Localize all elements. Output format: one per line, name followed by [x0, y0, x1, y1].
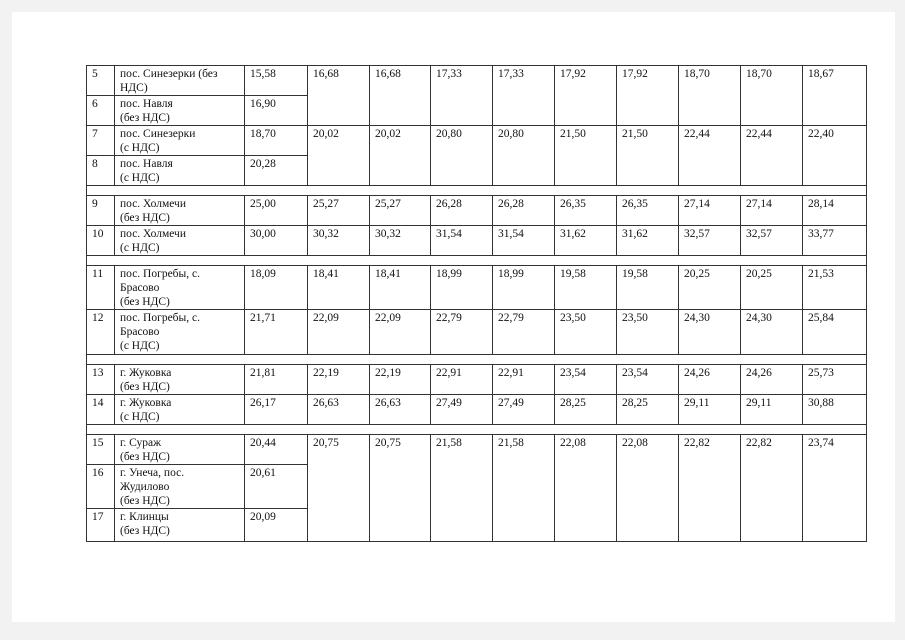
base-tariff-cell: 18,09 — [245, 266, 308, 310]
settlement-name — [115, 465, 245, 509]
tariff-value-cell: 28,25 — [617, 395, 679, 425]
tariff-value-cell: 20,75 — [370, 435, 431, 542]
tariff-value-cell: 31,54 — [493, 226, 555, 256]
tariff-value-cell: 28,25 — [555, 395, 617, 425]
table-row — [87, 126, 867, 156]
tariff-value-cell: 20,02 — [370, 126, 431, 186]
tariff-value-cell: 18,99 — [431, 266, 493, 310]
tariff-value-cell: 22,91 — [431, 365, 493, 395]
table-row — [87, 435, 867, 465]
settlement-name-line: пос. Холмечи — [120, 198, 186, 210]
tariff-value-cell: 22,09 — [308, 310, 370, 355]
settlement-name-line: пос. Синезерки — [120, 128, 196, 140]
row-number: 6 — [87, 96, 115, 126]
base-tariff-cell: 21,81 — [245, 365, 308, 395]
settlement-name-line: пос. Навля — [120, 158, 173, 170]
row-number: 9 — [87, 196, 115, 226]
tariff-value-cell: 21,58 — [431, 435, 493, 542]
base-tariff-cell: 25,00 — [245, 196, 308, 226]
tariff-value-cell: 16,68 — [370, 66, 431, 126]
table-row — [87, 266, 867, 310]
settlement-name-line: пос. Навля — [120, 98, 173, 110]
settlement-name-line: пос. Синезерки (без — [120, 68, 218, 80]
tariff-value-cell: 20,25 — [679, 266, 741, 310]
table-row — [87, 196, 867, 226]
tariff-value-cell: 19,58 — [555, 266, 617, 310]
base-tariff-cell: 20,28 — [245, 156, 308, 186]
tariff-value-cell: 20,80 — [493, 126, 555, 186]
tariff-value-cell: 25,84 — [803, 310, 867, 355]
tariff-value-cell: 17,33 — [431, 66, 493, 126]
tariff-value-cell: 22,79 — [431, 310, 493, 355]
settlement-name-line: (без НДС) — [120, 451, 170, 463]
base-tariff-cell: 30,00 — [245, 226, 308, 256]
tariff-value-cell: 16,68 — [308, 66, 370, 126]
tariff-value-cell: 30,88 — [803, 395, 867, 425]
tariff-value-cell: 23,50 — [617, 310, 679, 355]
tariff-value-cell: 22,08 — [555, 435, 617, 542]
tariff-value-cell: 22,19 — [370, 365, 431, 395]
tariff-value-cell: 21,53 — [803, 266, 867, 310]
tariff-value-cell: 18,70 — [741, 66, 803, 126]
settlement-name — [115, 365, 245, 395]
settlement-name-line: пос. Погребы, с. — [120, 268, 200, 280]
tariff-value-cell: 20,02 — [308, 126, 370, 186]
tariff-value-cell: 22,82 — [679, 435, 741, 542]
tariff-value-cell: 25,73 — [803, 365, 867, 395]
tariff-value-cell: 27,14 — [741, 196, 803, 226]
tariff-value-cell: 17,92 — [617, 66, 679, 126]
tariff-table — [86, 65, 867, 542]
tariff-value-cell: 31,54 — [431, 226, 493, 256]
row-number: 11 — [87, 266, 115, 310]
settlement-name-line: (без НДС) — [120, 212, 170, 224]
tariff-value-cell: 18,99 — [493, 266, 555, 310]
settlement-name-line: г. Жуковка — [120, 367, 172, 379]
settlement-name-line: (без НДС) — [120, 525, 170, 537]
table-row — [87, 226, 867, 256]
tariff-value-cell: 20,80 — [431, 126, 493, 186]
row-number: 10 — [87, 226, 115, 256]
base-tariff-cell: 26,17 — [245, 395, 308, 425]
settlement-name — [115, 126, 245, 156]
tariff-value-cell: 26,63 — [308, 395, 370, 425]
separator-row — [87, 425, 867, 435]
tariff-value-cell: 27,14 — [679, 196, 741, 226]
base-tariff-cell: 20,61 — [245, 465, 308, 509]
tariff-value-cell: 30,32 — [308, 226, 370, 256]
tariff-table-body — [87, 66, 867, 542]
tariff-value-cell: 23,54 — [617, 365, 679, 395]
settlement-name-line: НДС) — [120, 82, 148, 94]
row-number: 15 — [87, 435, 115, 465]
settlement-name-line: г. Унеча, пос. — [120, 467, 185, 479]
tariff-value-cell: 17,92 — [555, 66, 617, 126]
tariff-value-cell: 23,50 — [555, 310, 617, 355]
settlement-name — [115, 266, 245, 310]
tariff-value-cell: 30,32 — [370, 226, 431, 256]
tariff-value-cell: 22,79 — [493, 310, 555, 355]
tariff-value-cell: 24,26 — [679, 365, 741, 395]
separator-row — [87, 355, 867, 365]
table-row — [87, 66, 867, 96]
tariff-value-cell: 31,62 — [617, 226, 679, 256]
base-tariff-cell: 18,70 — [245, 126, 308, 156]
settlement-name — [115, 395, 245, 425]
row-number: 12 — [87, 310, 115, 355]
settlement-name — [115, 435, 245, 465]
settlement-name-line: (без НДС) — [120, 112, 170, 124]
tariff-value-cell: 24,26 — [741, 365, 803, 395]
settlement-name-line: г. Клинцы — [120, 511, 169, 523]
settlement-name-line: (с НДС) — [120, 172, 160, 184]
settlement-name-line: г. Жуковка — [120, 397, 172, 409]
tariff-value-cell: 26,35 — [617, 196, 679, 226]
tariff-value-cell: 22,91 — [493, 365, 555, 395]
tariff-value-cell: 26,35 — [555, 196, 617, 226]
settlement-name-line: (без НДС) — [120, 495, 170, 507]
settlement-name — [115, 96, 245, 126]
tariff-value-cell: 29,11 — [679, 395, 741, 425]
tariff-value-cell: 22,44 — [679, 126, 741, 186]
base-tariff-cell: 21,71 — [245, 310, 308, 355]
settlement-name-line: (с НДС) — [120, 340, 160, 352]
tariff-value-cell: 32,57 — [741, 226, 803, 256]
tariff-value-cell: 26,28 — [431, 196, 493, 226]
settlement-name-line: (с НДС) — [120, 411, 160, 423]
row-number: 7 — [87, 126, 115, 156]
tariff-value-cell: 21,58 — [493, 435, 555, 542]
tariff-value-cell: 18,67 — [803, 66, 867, 126]
row-number: 14 — [87, 395, 115, 425]
tariff-value-cell: 20,25 — [741, 266, 803, 310]
separator-cell — [87, 425, 867, 435]
tariff-value-cell: 24,30 — [679, 310, 741, 355]
row-number: 8 — [87, 156, 115, 186]
tariff-value-cell: 23,74 — [803, 435, 867, 542]
separator-cell — [87, 355, 867, 365]
settlement-name-line: (с НДС) — [120, 242, 160, 254]
tariff-value-cell: 26,28 — [493, 196, 555, 226]
settlement-name — [115, 226, 245, 256]
row-number: 5 — [87, 66, 115, 96]
row-number: 16 — [87, 465, 115, 509]
row-number: 13 — [87, 365, 115, 395]
settlement-name-line: Жудилово — [120, 481, 170, 493]
tariff-value-cell: 21,50 — [617, 126, 679, 186]
settlement-name — [115, 310, 245, 355]
tariff-value-cell: 29,11 — [741, 395, 803, 425]
settlement-name-line: пос. Холмечи — [120, 228, 186, 240]
settlement-name-line: пос. Погребы, с. — [120, 312, 200, 324]
tariff-value-cell: 27,49 — [431, 395, 493, 425]
tariff-value-cell: 22,09 — [370, 310, 431, 355]
base-tariff-cell: 15,58 — [245, 66, 308, 96]
settlement-name-line: (без НДС) — [120, 296, 170, 308]
tariff-value-cell: 32,57 — [679, 226, 741, 256]
table-row — [87, 395, 867, 425]
tariff-value-cell: 25,27 — [370, 196, 431, 226]
tariff-value-cell: 22,44 — [741, 126, 803, 186]
base-tariff-cell: 20,09 — [245, 509, 308, 542]
table-row — [87, 310, 867, 355]
settlement-name-line: г. Сураж — [120, 437, 162, 449]
base-tariff-cell: 20,44 — [245, 435, 308, 465]
row-number: 17 — [87, 509, 115, 542]
separator-cell — [87, 186, 867, 196]
tariff-value-cell: 33,77 — [803, 226, 867, 256]
tariff-value-cell: 22,19 — [308, 365, 370, 395]
tariff-value-cell: 31,62 — [555, 226, 617, 256]
tariff-value-cell: 17,33 — [493, 66, 555, 126]
separator-cell — [87, 256, 867, 266]
tariff-value-cell: 21,50 — [555, 126, 617, 186]
tariff-value-cell: 27,49 — [493, 395, 555, 425]
document-page — [12, 12, 895, 622]
settlement-name-line: (с НДС) — [120, 142, 160, 154]
settlement-name — [115, 156, 245, 186]
settlement-name-line: (без НДС) — [120, 381, 170, 393]
tariff-value-cell: 20,75 — [308, 435, 370, 542]
tariff-value-cell: 19,58 — [617, 266, 679, 310]
tariff-value-cell: 22,82 — [741, 435, 803, 542]
tariff-value-cell: 18,70 — [679, 66, 741, 126]
tariff-value-cell: 22,40 — [803, 126, 867, 186]
tariff-value-cell: 25,27 — [308, 196, 370, 226]
settlement-name — [115, 196, 245, 226]
tariff-value-cell: 24,30 — [741, 310, 803, 355]
tariff-value-cell: 18,41 — [308, 266, 370, 310]
tariff-value-cell: 26,63 — [370, 395, 431, 425]
base-tariff-cell: 16,90 — [245, 96, 308, 126]
tariff-value-cell: 28,14 — [803, 196, 867, 226]
settlement-name-line: Брасово — [120, 282, 160, 294]
tariff-value-cell: 23,54 — [555, 365, 617, 395]
table-row — [87, 365, 867, 395]
settlement-name — [115, 509, 245, 542]
settlement-name-line: Брасово — [120, 326, 160, 338]
tariff-value-cell: 22,08 — [617, 435, 679, 542]
settlement-name — [115, 66, 245, 96]
tariff-value-cell: 18,41 — [370, 266, 431, 310]
separator-row — [87, 256, 867, 266]
separator-row — [87, 186, 867, 196]
